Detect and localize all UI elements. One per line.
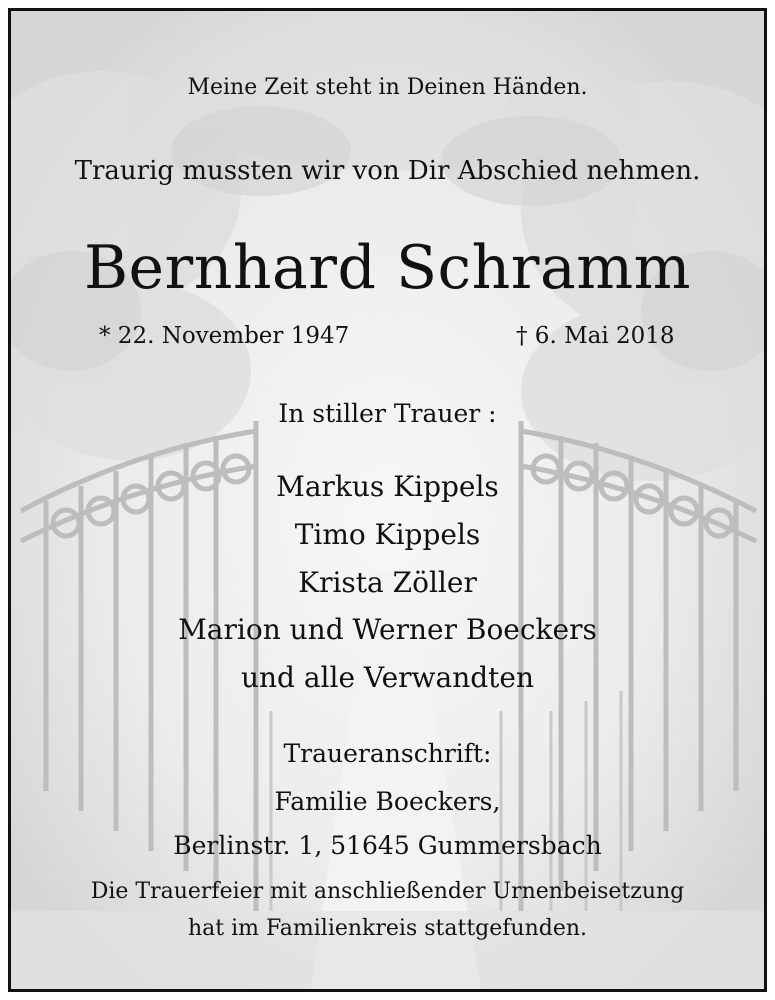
birth-date: * 22. November 1947: [99, 323, 350, 349]
mourner-name: Markus Kippels: [276, 470, 499, 503]
obituary-card: [8, 8, 767, 992]
mourner-name: Marion und Werner Boeckers: [178, 613, 597, 646]
farewell-line: Traurig mussten wir von Dir Abschied nehmen.: [74, 156, 701, 186]
deceased-name: Bernhard Schramm: [83, 233, 692, 303]
address-heading: Traueranschrift:: [283, 739, 492, 768]
ceremony-note: hat im Familienkreis stattgefunden.: [187, 916, 588, 941]
mourner-name: Timo Kippels: [294, 518, 481, 551]
address-line: Berlinstr. 1, 51645 Gummersbach: [173, 831, 602, 860]
mourner-name: Krista Zöller: [298, 566, 477, 599]
death-date: † 6. Mai 2018: [516, 323, 675, 349]
obituary-text: [11, 11, 764, 989]
mourner-name: und alle Verwandten: [240, 661, 535, 694]
mourning-heading: In stiller Trauer :: [278, 399, 497, 428]
motto: Meine Zeit steht in Deinen Händen.: [187, 75, 588, 100]
ceremony-note: Die Trauerfeier mit anschließender Urnenbeisetzung: [90, 879, 685, 904]
address-line: Familie Boeckers,: [274, 787, 501, 816]
